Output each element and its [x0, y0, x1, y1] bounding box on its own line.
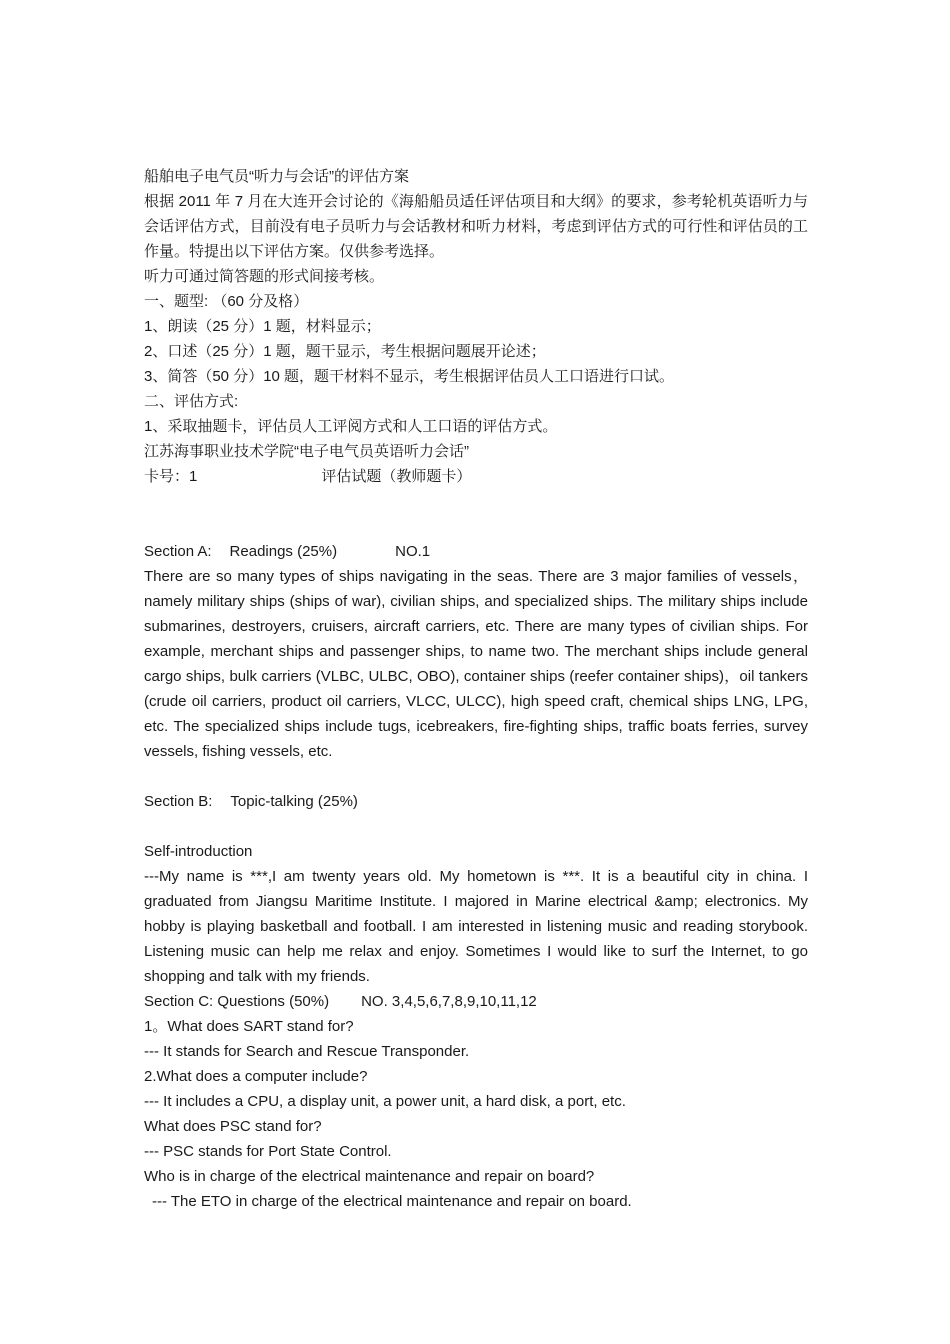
section-a-heading: [144, 539, 808, 564]
listening-note: 听力可通过简答题的形式间接考核。: [144, 268, 385, 285]
list-item: 2、口述（25 分）1 题，题干显示，考生根据问题展开论述；: [144, 343, 546, 360]
section-c-heading: [144, 989, 808, 1014]
list-item: 1、朗读（25 分）1 题，材料显示；: [144, 318, 381, 335]
section-c-number: NO. 3,4,5,6,7,8,9,10,11,12: [361, 993, 537, 1010]
question: 2.What does a computer include?: [144, 1068, 368, 1085]
intro-paragraph: 根据 2011 年 7 月在大连开会讨论的《海船船员适任评估项目和大纲》的要求，参考轮机英语听力与会话评估方式，目前没有电子员听力与会话教材和听力材料，考虑到评估方式的可行性和评估员的工作量。特提出以下评估方案。仅供参考选择。: [144, 193, 808, 260]
section-a-label: Section A:: [144, 543, 212, 560]
section2-heading: 二、评估方式:: [144, 393, 239, 410]
section-a-number: NO.1: [395, 543, 431, 560]
answer: --- It stands for Search and Rescue Transponder.: [144, 1043, 470, 1060]
document-page: [144, 164, 808, 1214]
section1-heading: 一、题型: （60 分及格）: [144, 293, 309, 310]
reading-passage: There are so many types of ships navigating in the seas. There are 3 major families of vessels，namely military ships (ships of war), civilian ships, and specialized ships. The military ships include submarines, destroyers, cruisers, aircraft carriers, etc. There are many types of civilian ships. For example, merchant ships and passenger ships, to name two. The merchant ships include general cargo ships, bulk carriers (VLBC, ULBC, OBO), container ships (reefer container ships)，oil tankers (crude oil carriers, product oil carriers, VLCC, ULCC), high speed craft, chemical ships LNG, LPG, etc. The specialized ships include tugs, icebreakers, fire-fighting ships, traffic boats ferries, survey vessels, fishing vessels, etc.: [144, 568, 808, 760]
card-title: 评估试题（教师题卡）: [321, 468, 472, 485]
answer: --- The ETO in charge of the electrical maintenance and repair on board.: [152, 1193, 632, 1210]
answer: --- It includes a CPU, a display unit, a power unit, a hard disk, a port, etc.: [144, 1093, 626, 1110]
section-a-title: Readings (25%): [229, 543, 338, 560]
section-b-title: Topic-talking (25%): [230, 793, 358, 810]
section-c-title: Section C: Questions (50%): [144, 993, 330, 1010]
document-title: 船舶电子电气员“听力与会话”的评估方案: [144, 168, 409, 185]
card-number: 卡号：1: [144, 468, 198, 485]
topic-title: Self-introduction: [144, 843, 253, 860]
answer: --- PSC stands for Port State Control.: [144, 1143, 392, 1160]
question: Who is in charge of the electrical maintenance and repair on board?: [144, 1168, 595, 1185]
topic-answer: ---My name is ***,I am twenty years old. My hometown is ***. It is a beautiful city in china. I graduated from Jiangsu Maritime Institute. I majored in Marine electrical &amp; electronics. My hobby is playing basketball and football. I am interested in listening music and reading storybook. Listening music can help me relax and enjoy. Sometimes I would like to surf the Internet, to go shopping and talk with my friends.: [144, 868, 808, 985]
list-item: 3、简答（50 分）10 题，题干材料不显示，考生根据评估员人工口语进行口试。: [144, 368, 675, 385]
method-text: 1、采取抽题卡，评估员人工评阅方式和人工口语的评估方式。: [144, 418, 558, 435]
section-b-heading: [144, 789, 808, 814]
section-b-label: Section B:: [144, 793, 213, 810]
institute-title: 江苏海事职业技术学院“电子电气员英语听力会话”: [144, 443, 469, 460]
question: What does PSC stand for?: [144, 1118, 322, 1135]
question: 1。What does SART stand for?: [144, 1018, 354, 1035]
card-header: [144, 464, 808, 489]
